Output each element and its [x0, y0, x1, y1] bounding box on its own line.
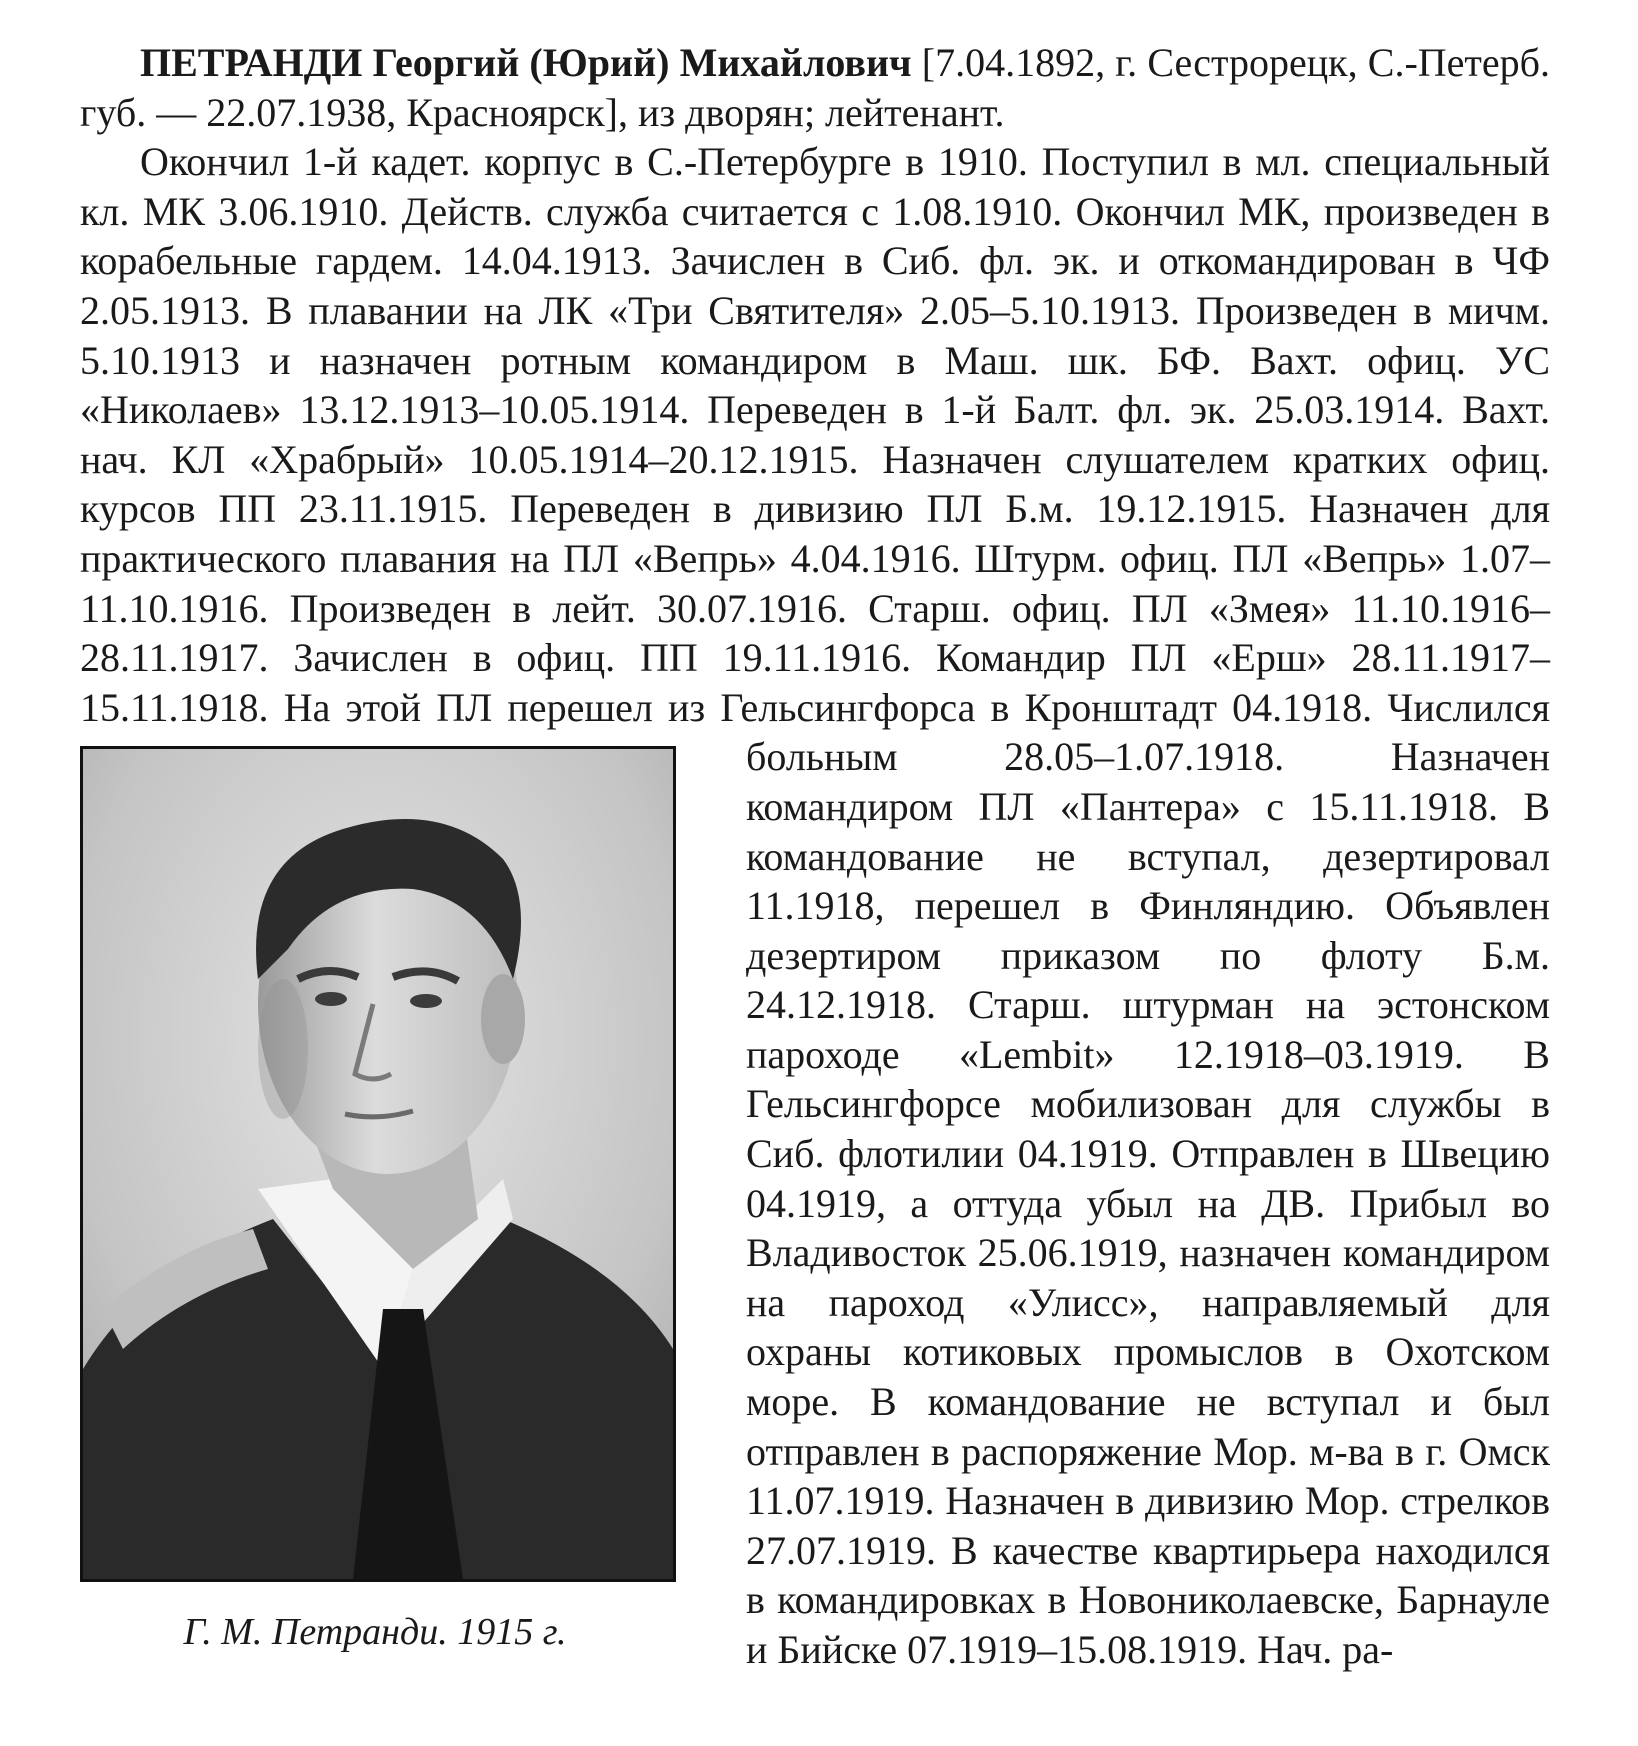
portrait-figure	[80, 746, 708, 1746]
entry-heading-paragraph	[80, 38, 1550, 137]
biography-text	[80, 38, 1550, 1746]
portrait-image	[83, 749, 673, 1579]
entry-headword: ПЕТРАНДИ Георгий (Юрий) Михайлович	[140, 40, 912, 85]
entry-body: Окончил 1-й кадет. корпус в С.-Петербурге в 1910. Поступил в мл. специальный кл. МК 3.06.1910. Действ. служба считается с 1.08.1910. Окончил МК, произведен в корабельные гардем. 14.04.1913. Зачислен в Сиб. фл. эк. и откомандирован в ЧФ 2.05.1913. В плавании на ЛК «Три Святителя» 2.05–5.10.1913. Произведен в мичм. 5.10.1913 и назначен ротным командиром в Маш. шк. БФ. Вахт. офиц. УС «Николаев» 13.12.1913–10.05.1914. Переведен в 1-й Балт. фл. эк. 25.03.1914. Вахт. нач. КЛ «Храбрый» 10.05.1914–20.12.1915. Назначен слушателем кратких офиц. курсов ПП 23.11.1915. Переведен в дивизию ПЛ Б.м. 19.12.1915. Назначен для практического плавания на ПЛ «Вепрь» 4.04.1916. Штурм. офиц. ПЛ «Вепрь» 1.07–11.10.1916. Произведен в лейт. 30.07.1916. Старш. офиц. ПЛ «Змея» 11.10.1916–28.11.1917. Зачислен в офиц. ПП 19.11.1916. Командир ПЛ «Ерш» 28.11.1917–15.11.1918. На этой ПЛ перешел из Гельсингфорса в Г. М. Петранди. 1915 г. Кронштадт 04.1918. Числился больным 28.05–1.07.1918. Назначен командиром ПЛ «Пантера» с 15.11.1918. В командование не вступал, дезертировал 11.1918, перешел в Финляндию. Объявлен дезертиром приказом по флоту Б.м. 24.12.1918. Старш. штурман на эстонском пароходе «Lembit» 12.1918–03.1919. В Гельсингфорсе мобилизован для службы в Сиб. флотилии 04.1919. Отправлен в Швецию 04.1919, а оттуда убыл на ДВ. Прибыл во Владивосток 25.06.1919, назначен командиром на пароход «Улисс», направляемый для охраны котиковых промыслов в Охотском море. В командование не вступал и был отправлен в распоряжение Мор. м-ва в г. Омск 11.07.1919. Назначен в дивизию Мор. стрелков 27.07.1919. В качестве квартирьера находился в командировках в Новониколаевске, Барнауле и Бийске 07.1919–15.08.1919. Нач. ра-	[80, 137, 1550, 1674]
entry-intro: [7.04.1892, г. Сестрорецк, С.-Петерб. губ. — 22.07.1938, Красноярск], из дворян; лейтенант.	[80, 40, 1550, 135]
portrait-photo	[80, 746, 676, 1582]
portrait-caption: Г. М. Петранди. 1915 г.	[183, 1611, 567, 1654]
